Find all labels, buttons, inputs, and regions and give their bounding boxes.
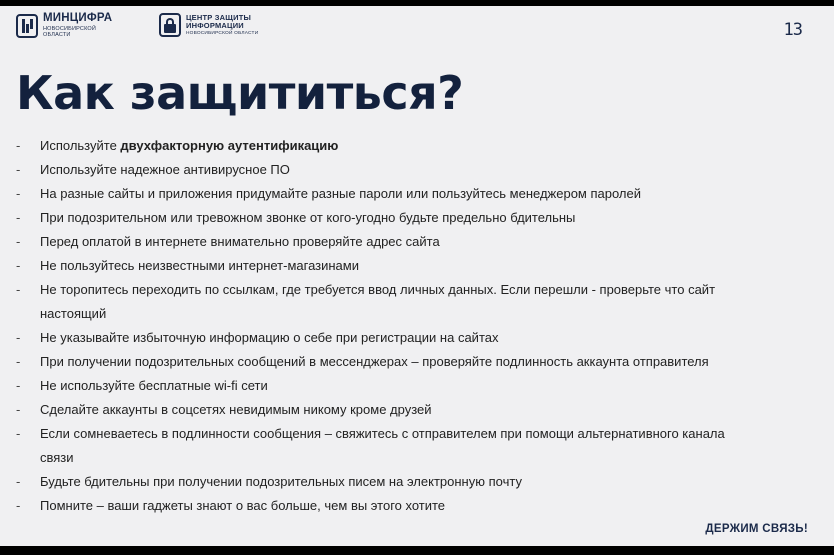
tip-text: Не используйте бесплатные wi-fi сети: [40, 378, 268, 393]
tip-item: [16, 422, 806, 470]
tip-item: [16, 398, 806, 422]
bullet-dash: -: [16, 138, 21, 153]
tip-item: [16, 254, 806, 278]
tip-text: При получении подозрительных сообщений в мессенджерах – проверяйте подлинность аккаунта отправителя: [40, 354, 709, 369]
bullet-dash: -: [16, 426, 21, 441]
slide: [0, 6, 834, 546]
mintsifra-logo-subtitle-1: НОВОСИБИРСКОЙ: [43, 25, 97, 32]
page-number: 13: [783, 20, 802, 40]
mintsifra-logo-subtitle-2: ОБЛАСТИ: [43, 32, 71, 38]
tip-text: При подозрительном или тревожном звонке от кого-угодно будьте предельно бдительны: [40, 210, 576, 225]
tip-item: [16, 494, 806, 518]
tip-item: [16, 326, 806, 350]
bullet-dash: -: [16, 258, 21, 273]
tips-list: [16, 134, 806, 518]
tagline: ДЕРЖИМ СВЯЗЬ!: [705, 523, 808, 535]
bullet-dash: -: [16, 162, 21, 177]
tip-text: Помните – ваши гаджеты знают о вас больше, чем вы этого хотите: [40, 498, 446, 513]
bullet-dash: -: [16, 354, 21, 369]
tip-text: связи: [40, 450, 74, 465]
czi-logo-subtitle: НОВОСИБИРСКОЙ ОБЛАСТИ: [186, 30, 259, 36]
page-title: Как защититься?: [16, 66, 464, 120]
tip-text: Будьте бдительны при получении подозрительных писем на электронную почту: [40, 474, 522, 489]
bullet-dash: -: [16, 186, 21, 201]
tip-item: [16, 182, 806, 206]
mintsifra-logo-icon: [16, 14, 38, 38]
bullet-dash: -: [16, 378, 21, 393]
tip-item: [16, 374, 806, 398]
bullet-dash: -: [16, 498, 21, 513]
tip-item: [16, 278, 806, 326]
lock-icon: [159, 13, 181, 37]
tip-item: [16, 158, 806, 182]
bullet-dash: -: [16, 234, 21, 249]
tip-text-bold: двухфакторную аутентификацию: [120, 138, 339, 153]
tip-item: [16, 206, 806, 230]
tip-item: [16, 230, 806, 254]
bullet-dash: -: [16, 402, 21, 417]
czi-logo: [159, 13, 258, 37]
tip-text: На разные сайты и приложения придумайте разные пароли или пользуйтесь менеджером паролей: [40, 186, 641, 201]
tip-item: [16, 134, 806, 158]
bullet-dash: -: [16, 282, 21, 297]
czi-logo-title-2: ИНФОРМАЦИИ: [186, 20, 244, 30]
bullet-dash: -: [16, 474, 21, 489]
tip-text: Не пользуйтесь неизвестными интернет-магазинами: [40, 258, 359, 273]
tip-text: Не торопитесь переходить по ссылкам, где требуется ввод личных данных. Если перешли - проверьте что сайт: [40, 282, 716, 297]
tip-text: Используйте надежное антивирусное ПО: [40, 162, 290, 177]
tip-text: Если сомневаетесь в подлинности сообщения – свяжитесь с отправителем при помощи альтернативного канала: [40, 426, 725, 441]
bullet-dash: -: [16, 330, 21, 345]
tip-item: [16, 470, 806, 494]
tip-text: Не указывайте избыточную информацию о себе при регистрации на сайтах: [40, 330, 499, 345]
tip-text: Используйте: [40, 138, 121, 153]
mintsifra-logo-title: МИНЦИФРА: [43, 12, 113, 24]
czi-logo-title-1: ЦЕНТР ЗАЩИТЫ: [186, 12, 252, 22]
tip-text: Перед оплатой в интернете внимательно проверяйте адрес сайта: [40, 234, 440, 249]
bullet-dash: -: [16, 210, 21, 225]
mintsifra-logo: [16, 13, 112, 39]
tip-text: Сделайте аккаунты в соцсетях невидимым никому кроме друзей: [40, 402, 432, 417]
tip-text: настоящий: [40, 306, 107, 321]
tip-item: [16, 350, 806, 374]
